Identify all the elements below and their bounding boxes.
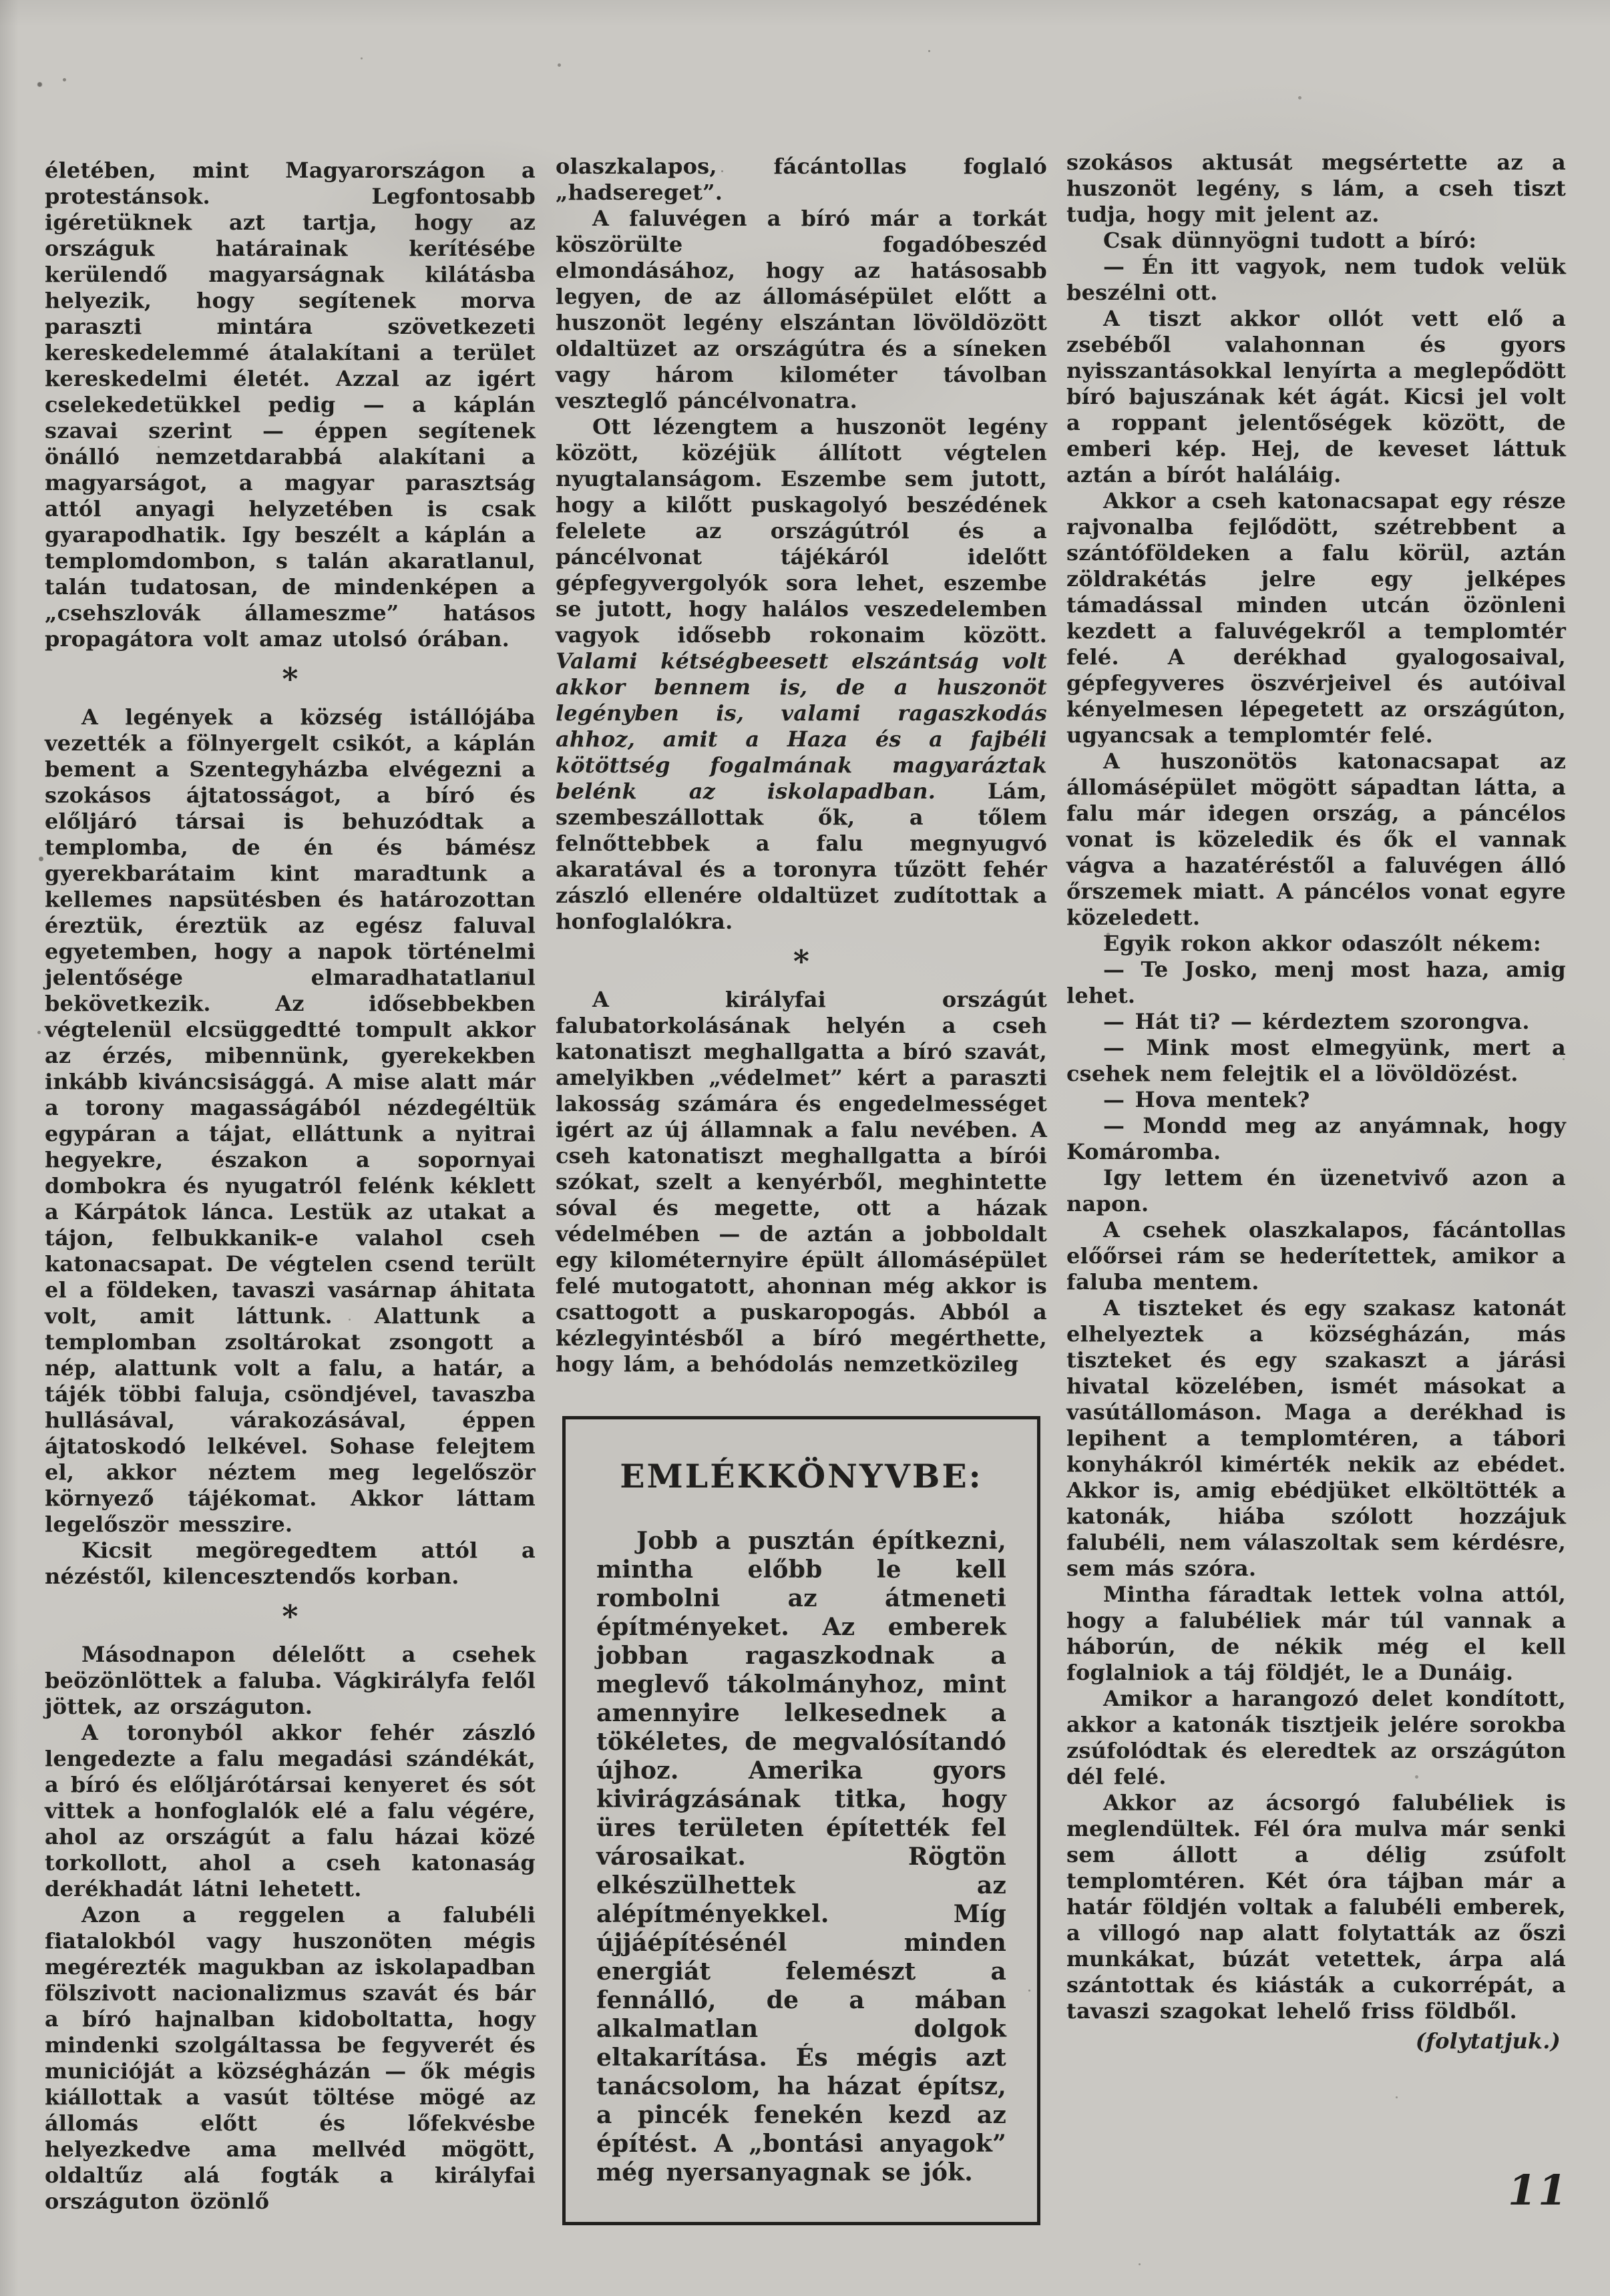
paragraph: Akkor a cseh katonacsapat egy része rajvonalba fejlődött, szétrebbent a szántóföldeken a falu körül, aztán zöldrakétás jelre egy jelképes támadással minden utcán özönleni kezdett a faluvégekről a templomtér felé. A derékhad gyalogosaival, gépfegyveres öszvérjeivel és autóival kényelmesen lépegetett az országúton, ugyancsak a templomtér felé. (1066, 488, 1566, 748)
italic-passage: Valami kétségbeesett elszántság volt akkor bennem is, de a huszonöt legényben is, valami ragaszkodás ahhoz, amit a Haza és a fajbéli kötöttség fogalmának magyaráztak belénk az iskolapadban. (556, 648, 1047, 804)
paragraph: Mintha fáradtak lettek volna attól, hogy a falubéliek már túl vannak a háborún, de nékik még el kell foglalniok a táj földjét, le a Dunáig. (1066, 1582, 1566, 1685)
paragraph: A királyfai országút falubatorkolásának helyén a cseh katonatiszt meghallgatta a bíró szavát, amelyikben „védelmet” kért a paraszti lakosság számára és engedelmességet igért az új államnak a falu nevében. A cseh katonatiszt meghallgatta a bírói szókat, szelt a kenyérből, meghintette sóval és megette, ott a házak védelmében — de aztán a jobboldalt egy kilométernyire épült állomásépület felé mutogatott, ahonnan még akkor is csattogott a puskaropogás. Abból a kézlegyintésből a bíró megérthette, hogy lám, a behódolás nemzetközileg (556, 987, 1047, 1377)
continuation-note: (folytatjuk.) (1415, 2028, 1561, 2054)
paragraph: Amikor a harangozó delet kondított, akkor a katonák tisztjeik jelére sorokba zsúfolódtak és eleredtek az országúton dél felé. (1066, 1686, 1566, 1789)
paragraph: A faluvégen a bíró már a torkát köszörülte fogadóbeszéd elmondásához, hogy az hatásosabb legyen, de az állomásépület előtt a huszonöt legény elszántan lövöldözött oldaltüzet az országútra és a síneken vagy három kilométer távolban veszteglő páncélvonatra. (556, 206, 1047, 413)
asterisk-separator: * (793, 943, 810, 979)
box-body-paragraph: Jobb a pusztán építkezni, mintha előbb le kell rombolni az átmeneti építményeket. Az emberek jobban ragaszkodnak a meglevő tákolmányhoz, mint amennyire lelkesednek a tökéletes, de megvalósítandó újhoz. Amerika gyors kivirágzásának titka, hogy üres területen építették fel városaikat. Rögtön elkészülhettek az alépítményekkel. Míg újjáépítésénél minden energiát felemészt a fennálló, de a mában alkalmatlan dolgok eltakarítása. És mégis azt tanácsolom, ha házat építsz, a pincék fenekén kezd az építést. A „bontási anyagok” még nyersanyagnak se jók. (596, 1527, 1006, 2187)
dialogue-line: — Mink most elmegyünk, mert a csehek nem felejtik el a lövöldözést. (1066, 1035, 1566, 1086)
paragraph: A huszonötös katonacsapat az állomásépület mögött sápadtan látta, a falu már idegen ország, a páncélos vonat is közeledik és ők el vannak vágva a hazatéréstől a faluvégen álló őrszemek miatt. A páncélos vonat egyre közeledett. (1066, 748, 1566, 930)
box-title: EMLÉKKÖNYVBE: (620, 1457, 983, 1496)
paragraph: A toronyból akkor fehér zászló lengedezte a falu megadási szándékát, a bíró és előljárótársai kenyeret és sót vittek a honfoglalók elé a falu végére, ahol az országút a falu házai közé torkollott, ahol a cseh katonaság derékhadát látni lehetett. (45, 1720, 536, 1901)
paragraph: A tiszt akkor ollót vett elő a zsebéből valahonnan és gyors nyisszantásokkal lenyírta a meglepődött bíró bajuszának két ágát. Kicsi jel volt a roppant jelentőségek között, de emberi kép. Hej, de keveset láttuk aztán a bírót haláláig. (1066, 306, 1566, 487)
memorial-note-box (562, 1416, 1040, 2225)
dialogue-line: — Hova mentek? (1103, 1087, 1310, 1112)
paragraph: Egyik rokon akkor odaszólt nékem: (1103, 931, 1541, 956)
paragraph: olaszkalapos, fácántollas foglaló „hadsereget”. (556, 154, 1047, 205)
paper-texture-speckles (0, 0, 2, 2)
paragraph: A legények a község istállójába vezették a fölnyergelt csikót, a káplán bement a Szentegyházba elvégezni a szokásos ájtatosságot, a bíró és előljáró társai is behuzódtak a templomba, de én és bámész gyerekbarátaim kint maradtunk a kellemes napsütésben és határozottan éreztük, éreztük az egész faluval egyetemben, hogy a napok történelmi jelentősége elmaradhatatlanul bekövetkezik. Az idősebbekben végtelenül elcsüggedtté tompult akkor az érzés, mibennünk, gyerekekben inkább kiváncsisággá. A mise alatt már a torony magasságából nézdegéltük egypáran a tájat, elláttunk a nyitrai hegyekre, északon a sopornyai dombokra és nyugatról felénk kéklett a Kárpátok lánca. Lestük az utakat a tájon, felbukkanik-e valahol cseh katonacsapat. De végtelen csend terült el a földeken, tavaszi vasárnap áhitata volt, amit láttunk. Alattunk a templomban zsoltárokat zsongott a nép, alattunk volt a falu, a határ, a tájék többi faluja, csöndjével, tavaszba hullásával, várakozásával, éppen ájtatoskodó lelkével. Sohase felejtem el, akkor néztem meg legelőször környező tájékomat. Akkor láttam legelőször messzire. (45, 704, 536, 1537)
paragraph: A csehek olaszkalapos, fácántollas előőrsei rám se hederítettek, amikor a faluba mentem. (1066, 1217, 1566, 1295)
paragraph: szokásos aktusát megsértette az a huszonöt legény, s lám, a cseh tiszt tudja, hogy mit jelent az. (1066, 150, 1566, 227)
paragraph: Kicsit megöregedtem attól a nézéstől, kilencesztendős korban. (45, 1538, 536, 1589)
text-column-2 (556, 154, 1047, 2225)
text-column-1 (45, 158, 536, 2215)
asterisk-separator: * (282, 1598, 298, 1634)
paragraph-text: Lám, szembeszállottak ők, a tőlem felnőttebbek a falu megnyugvó akaratával és a toronyra tűzött fehér zászló ellenére oldaltüzet zudítottak a honfoglalókra. (556, 778, 1048, 934)
page-number: 11 (1508, 2166, 1569, 2215)
paragraph: Igy lettem én üzenetvivő azon a napon. (1066, 1165, 1566, 1216)
paragraph: Másodnapon délelőtt a csehek beözönlöttek a faluba. Vágkirályfa felől jöttek, az országuton. (45, 1642, 536, 1719)
paragraph: Azon a reggelen a falubéli fiatalokból vagy huszonöten mégis megérezték magukban az iskolapadban fölszivott nacionalizmus szavát és bár a bíró hajnalban kidoboltatta, hogy mindenki szolgáltassa be fegyverét és municióját a községházán — ők mégis kiállottak a vasút töltése mögé az állomás előtt és lőfekvésbe helyezkedve ama mellvéd mögött, oldaltűz alá fogták a királyfai országuton özönlő (45, 1902, 536, 2214)
asterisk-separator: * (282, 661, 298, 697)
paragraph-text: Ott lézengtem a huszonöt legény között, közéjük állított végtelen nyugtalanságom. Eszembe sem jutott, hogy a kilőtt puskagolyó beszédének felelete az országútról és a páncélvonat tájékáról idelőtt gépfegyvergolyók sora lehet, eszembe se jutott, hogy halálos veszedelemben vagyok idősebb rokonaim között. (556, 414, 1047, 648)
paragraph: Akkor az ácsorgó falubéliek is meglendültek. Fél óra mulva már senki sem állott a délig zsúfolt templomtéren. Két óra tájban már a határ földjén voltak a falubéli emberek, a villogó nap alatt folytatták az őszi munkákat, búzát vetettek, árpa alá szántottak és kiásták a cukorrépát, a tavaszi szagokat lehelő friss földből. (1066, 1790, 1566, 2024)
paragraph: Csak dünnyögni tudott a bíró: (1103, 228, 1477, 253)
dialogue-line: — Mondd meg az anyámnak, hogy Komáromba. (1066, 1113, 1566, 1164)
dialogue-line: — Én itt vagyok, nem tudok velük beszélni ott. (1066, 254, 1566, 305)
paragraph (556, 414, 1047, 935)
paragraph: életében, mint Magyarországon a protestánsok. Legfontosabb igéretüknek azt tartja, hogy az országuk határainak kerítésébe kerülendő magyarságnak kilátásba helyezik, hogy segítenek morva paraszti mintára szövetkezeti kereskedelemmé átalakítani a terület kereskedelmi életét. Azzal az igért cselekedetükkel pedig — a káplán szavai szerint — éppen segítenek önálló nemzetdarabbá alakítani a magyarságot, a magyar parasztság attól anyagi helyzetében is csak gyarapodhatik. Igy beszélt a káplán a templomdombon, s talán akaratlanul, talán tudatosan, de mindenképen a „csehszlovák állameszme” hatásos propagátora volt amaz utolsó órában. (45, 158, 536, 652)
text-column-3 (1066, 150, 1566, 2054)
dialogue-line: — Te Josko, menj most haza, amig lehet. (1066, 957, 1566, 1008)
dialogue-line: — Hát ti? — kérdeztem szorongva. (1103, 1009, 1530, 1034)
paragraph: A tiszteket és egy szakasz katonát elhelyeztek a községházán, más tiszteket és egy szakaszt a járási hivatal közelében, ismét másokat a vasútállomáson. Maga a derékhad is lepihent a templomtéren, a tábori konyhákról kimérték nekik az ebédet. Akkor is, amig ebédjüket elköltötték a katonák, hiába szólott hozzájuk falubéli, nem válaszoltak sem kérdésre, sem más szóra. (1066, 1295, 1566, 1581)
